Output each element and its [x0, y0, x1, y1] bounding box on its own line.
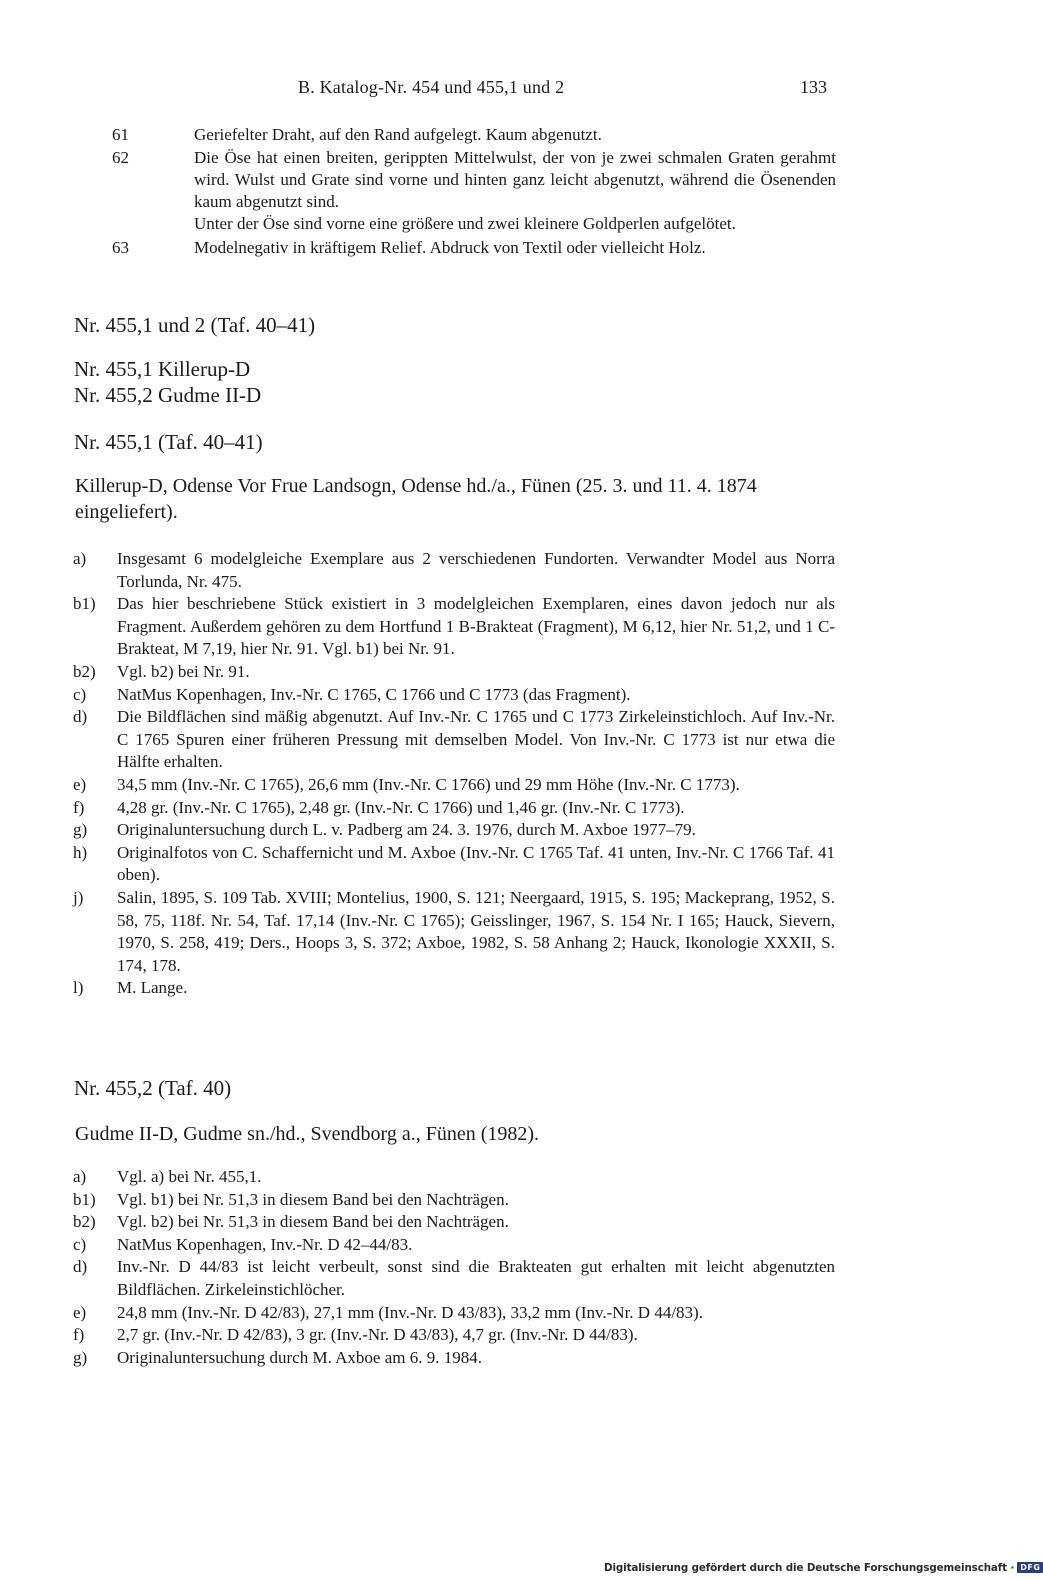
- item-text: Originaluntersuchung durch L. v. Padberg am 24. 3. 1976, durch M. Axboe 1977–79.: [117, 820, 696, 840]
- list-item-d: [0, 1256, 1000, 1301]
- item-text: Originalfotos von C. Schaffernicht und M. Axboe (Inv.-Nr. C 1765 Taf. 41 unten, Inv.-Nr. C 1766 Taf. 41 oben).: [117, 842, 835, 885]
- item-label: d): [73, 1257, 88, 1277]
- item-text: Inv.-Nr. D 44/83 ist leicht verbeult, sonst sind die Brakteaten gut erhalten mit leicht abgenutzten Bildflächen. Zirkeleinstichlöcher.: [117, 1257, 835, 1299]
- item-text: NatMus Kopenhagen, Inv.-Nr. C 1765, C 1766 und C 1773 (das Fragment).: [117, 684, 631, 704]
- item-text: M. Lange.: [117, 978, 188, 998]
- item-text: 4,28 gr. (Inv.-Nr. C 1765), 2,48 gr. (Inv.-Nr. C 1766) und 1,46 gr. (Inv.-Nr. C 1773).: [117, 797, 685, 817]
- item-label: f): [73, 1325, 85, 1345]
- list-item-g: [0, 819, 1000, 842]
- list-item-h: [0, 842, 1000, 887]
- footer-text: Digitalisierung gefördert durch die Deutsche Forschungsgemeinschaft: [604, 1562, 1007, 1574]
- item-text: Die Bildflächen sind mäßig abgenutzt. Auf Inv.-Nr. C 1765 und C 1773 Zirkeleinstichloch. Auf Inv.-Nr. C 1765 Spuren einer früheren Pressung mit demselben Model. Von Inv.-Nr. C 1773 ist nur etwa die Hälfte erhalten.: [117, 707, 835, 772]
- digitization-footer: Digitalisierung gefördert durch die Deutsche Forschungsgemeinschaft · DFG: [604, 1562, 1043, 1574]
- item-text: NatMus Kopenhagen, Inv.-Nr. D 42–44/83.: [117, 1234, 413, 1254]
- item-label: b1): [73, 594, 96, 614]
- list-item-b1: [0, 1189, 1000, 1212]
- item-label: e): [73, 1302, 87, 1322]
- item-label: l): [73, 978, 84, 998]
- item-text: Insgesamt 6 modelgleiche Exemplare aus 2 verschiedenen Fundorten. Verwandter Model aus Norra Torlunda, Nr. 475.: [117, 549, 835, 591]
- section-title: Nr. 455,1 und 2 (Taf. 40–41): [74, 313, 316, 337]
- item-label: c): [73, 684, 87, 704]
- list-item-l: [0, 977, 1000, 1000]
- list-item-c: [0, 684, 1000, 707]
- item-text: Das hier beschriebene Stück existiert in 3 modelgleichen Exemplaren, eines davon jedoch nur als Fragment. Außerdem gehören zu dem Hortfund 1 B-Brakteat (Fragment), M 6,12, hier Nr. 51,2, und 1 C-Brakteat, M 7,19, hier Nr. 91. Vgl. b1) bei Nr. 91.: [117, 594, 835, 659]
- item-text: Salin, 1895, S. 109 Tab. XVIII; Montelius, 1900, S. 121; Neergaard, 1915, S. 195; Mackeprang, 1952, S. 58, 75, 118f. Nr. 54, Taf. 17,14 (Inv.-Nr. C 1765); Geisslinger, 1967, S. 154 Nr. I 165; Hauck, Sievern, 1970, S. 258, 419; Ders., Hoops 3, S. 372; Axboe, 1982, S. 58 Anhang 2; Hauck, Ikonologie XXXII, S. 174, 178.: [117, 887, 835, 975]
- list-item-f: [0, 1324, 1000, 1347]
- page-number: 133: [800, 77, 827, 97]
- item-label: a): [73, 549, 87, 568]
- list-item-f: [0, 797, 1000, 820]
- section-subtitle-1: Nr. 455,1 Killerup-D: [74, 357, 251, 381]
- list-item-g: [0, 1347, 1000, 1370]
- footnote-number: 61: [112, 125, 129, 144]
- list-item-b2: [0, 1211, 1000, 1234]
- entry-place-455-1: Killerup-D, Odense Vor Frue Landsogn, Odense hd./a., Fünen (25. 3. und 11. 4. 1874 eingeliefert).: [75, 475, 757, 523]
- footnote-text: Die Öse hat einen breiten, gerippten Mittelwulst, der von je zwei schmalen Graten gerahmt wird. Wulst und Grate sind vorne und hinten ganz leicht abgenutzt, während die Ösenenden kaum abgenutzt sind.: [194, 148, 836, 211]
- list-item-b1: [0, 593, 1000, 661]
- list-item-d: [0, 706, 1000, 774]
- item-label: f): [73, 797, 85, 817]
- list-item-a: [0, 1166, 1000, 1189]
- item-label: e): [73, 774, 87, 794]
- footnote-text: Geriefelter Draht, auf den Rand aufgelegt. Kaum abgenutzt.: [194, 125, 602, 144]
- footnote-number: 62: [112, 148, 129, 167]
- list-item-c: [0, 1234, 1000, 1257]
- footnote-number: 63: [112, 238, 129, 257]
- footnote-text: Unter der Öse sind vorne eine größere und zwei kleinere Goldperlen aufgelötet.: [194, 214, 736, 233]
- item-text: 24,8 mm (Inv.-Nr. D 42/83), 27,1 mm (Inv.-Nr. D 43/83), 33,2 mm (Inv.-Nr. D 44/83).: [117, 1302, 703, 1322]
- entry-list-455-1: [0, 548, 1000, 1000]
- item-label: c): [73, 1234, 87, 1254]
- list-item-j: [0, 887, 1000, 977]
- list-item-e: [0, 1302, 1000, 1325]
- item-label: g): [73, 820, 88, 840]
- item-text: Vgl. b1) bei Nr. 51,3 in diesem Band bei den Nachträgen.: [117, 1189, 509, 1209]
- item-text: Vgl. b2) bei Nr. 51,3 in diesem Band bei den Nachträgen.: [117, 1212, 509, 1232]
- dfg-logo: DFG: [1017, 1562, 1043, 1573]
- item-text: Vgl. a) bei Nr. 455,1.: [117, 1167, 262, 1186]
- entry-list-455-2: [0, 1166, 1000, 1369]
- item-text: 34,5 mm (Inv.-Nr. C 1765), 26,6 mm (Inv.-Nr. C 1766) und 29 mm Höhe (Inv.-Nr. C 1773).: [117, 774, 740, 794]
- entry-title-455-1: Nr. 455,1 (Taf. 40–41): [74, 430, 263, 454]
- running-head: B. Katalog-Nr. 454 und 455,1 und 2: [298, 77, 565, 97]
- footnote-text: Modelnegativ in kräftigem Relief. Abdruck von Textil oder vielleicht Holz.: [194, 238, 706, 257]
- item-label: d): [73, 707, 88, 727]
- item-label: b2): [73, 1212, 96, 1232]
- item-label: h): [73, 842, 88, 862]
- item-label: j): [73, 887, 84, 907]
- list-item-a: [0, 548, 1000, 593]
- item-label: b2): [73, 661, 96, 681]
- entry-title-455-2: Nr. 455,2 (Taf. 40): [74, 1076, 232, 1100]
- section-subtitle-2: Nr. 455,2 Gudme II-D: [74, 383, 262, 407]
- item-text: Originaluntersuchung durch M. Axboe am 6. 9. 1984.: [117, 1347, 482, 1367]
- entry-place-455-2: Gudme II-D, Gudme sn./hd., Svendborg a., Fünen (1982).: [75, 1123, 540, 1145]
- item-text: Vgl. b2) bei Nr. 91.: [117, 661, 250, 681]
- item-text: 2,7 gr. (Inv.-Nr. D 42/83), 3 gr. (Inv.-Nr. D 43/83), 4,7 gr. (Inv.-Nr. D 44/83).: [117, 1325, 638, 1345]
- list-item-b2: [0, 661, 1000, 684]
- list-item-e: [0, 774, 1000, 797]
- item-label: g): [73, 1347, 88, 1367]
- item-label: a): [73, 1167, 87, 1186]
- item-label: b1): [73, 1189, 96, 1209]
